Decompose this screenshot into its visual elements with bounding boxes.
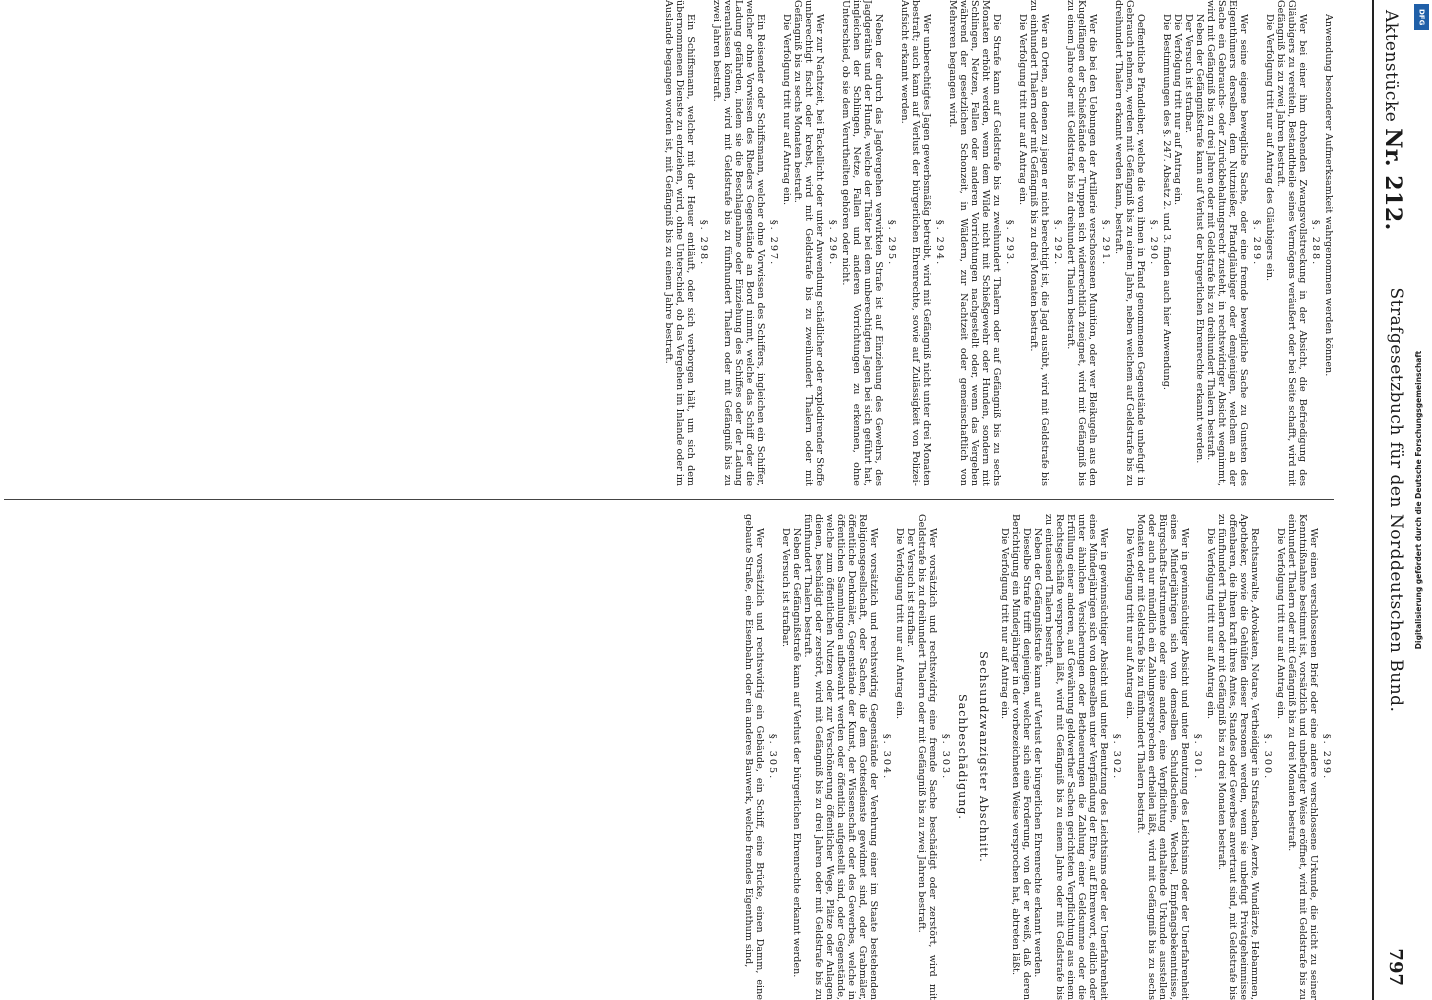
text-column-left bbox=[663, 0, 1334, 486]
paragraph: Der Versuch ist strafbar. bbox=[1183, 14, 1194, 133]
paragraph: Die Verfolgung tritt nur auf Antrag ein. bbox=[781, 14, 792, 206]
paragraph: Die Verfolgung tritt nur auf Antrag ein. bbox=[1205, 528, 1216, 720]
section-number: §. 301. bbox=[1192, 733, 1203, 781]
section-number: §. 289. bbox=[1251, 219, 1262, 267]
paragraph: Wer in gewinnsüchtiger Absicht und unter Benutzung des Leichtsinns oder der Unerfahrenheit eines Minderjährigen sich von demselben unter Verpfändung der Ehre, auf Ehrenwort, eidlich oder unter ähnlichen Versicherungen oder Betheuerungen die Zahlung einer Geldsumme oder die Erfüllung einer anderen, auf Gewährung geldwerther Sachen gerichteten Verpflichtung aus einem Rechtsgeschäfte versprechen läßt, wird mit Gefängniß bis zu einem Jahre oder mit Geldstrafe bis zu eintausend Thalern bestraft. bbox=[1043, 514, 1109, 1000]
paragraph: Die Strafe kann auf Geldstrafe bis zu zweihundert Thalern oder auf Gefängniß bis zu sechs Monaten erhöht werden, wenn dem Wilde nicht mit Schießgewehr oder Hunden, sondern mit Schlingen, Netzen, Fallen oder anderen Vorrichtungen nachgestellt oder, wenn das Vergehen während der gesetzlichen Schonzeit, in Wäldern, zur Nachtzeit oder gemeinschaftlich von Mehreren begangen wird. bbox=[947, 0, 1002, 486]
paragraph: Neben der Gefängnißstrafe kann auf Verlust der bürgerlichen Ehrenrechte erkannt werden. bbox=[791, 528, 802, 978]
paragraph: Der Versuch ist strafbar. bbox=[905, 528, 916, 647]
column-divider bbox=[4, 499, 1334, 500]
paragraph: Wer bei einer ihm drohenden Zwangsvollstreckung in der Absicht, die Befriedigung des Gläubigers zu vereiteln, Bestandtheile seines Vermögens veräußert oder bei Seite schafft, wird mit Gefängniß bis zu zwei Jahren bestraft. bbox=[1275, 0, 1308, 486]
section-number: §. 293. bbox=[1004, 219, 1015, 267]
paragraph: Wer die bei den Uebungen der Artillerie verschossenen Munition, oder wer Bleikugeln aus den Kugelfängen der Schießstände der Truppen sich widerrechtlich zueignet, wird mit Gefängniß bis zu einem Jahre oder mit Geldstrafe bis zu dreihundert Thalern bestraft. bbox=[1065, 0, 1098, 486]
header-rule bbox=[1372, 0, 1374, 1000]
text-column-right bbox=[743, 514, 1334, 1000]
section-number: §. 290. bbox=[1148, 219, 1159, 267]
paragraph: Anwendung besonderer Aufmerksamkeit wahrgenommen werden können. bbox=[1323, 14, 1334, 377]
section-number: §. 303. bbox=[940, 733, 951, 781]
paragraph: Oeffentliche Pfandleiher, welche die von ihnen in Pfand genommenen Gegenstände unbefugt in Gebrauch nehmen, werden mit Gefängniß bis zu einem Jahre, neben welchem auf Geldstrafe bis zu dreihundert Thalern erkannt werden kann, bestraft. bbox=[1113, 0, 1146, 486]
paragraph: Der Versuch ist strafbar. bbox=[780, 528, 791, 647]
page-number: 797 bbox=[1385, 948, 1406, 986]
paragraph: Wer an Orten, an denen zu jagen er nicht berechtigt ist, die Jagd ausübt, wird mit Geldstrafe bis zu einhundert Thalern oder mit Gefängniß bis zu drei Monaten bestraft. bbox=[1028, 0, 1050, 486]
paragraph: Dieselbe Strafe trifft denjenigen, welcher sich eine Forderung, von der er weiß, daß deren Berichtigung ein Minderjähriger in der vorbezeichneten Weise versprochen hat, abtreten läßt. bbox=[1010, 514, 1032, 1000]
section-number: §. 302. bbox=[1111, 733, 1122, 781]
paragraph: Wer zur Nachtzeit, bei Fackellicht oder unter Anwendung schädlicher oder explodirender Stoffe unberechtigt fischt oder krebst, wird mit Geldstrafe bis zu zweihundert Thalern oder mit Gefängniß bis zu sechs Monaten bestraft. bbox=[792, 0, 825, 486]
dfg-logo: DFG bbox=[1414, 4, 1429, 30]
section-number: §. 297. bbox=[768, 219, 779, 267]
section-number: §. 294. bbox=[934, 219, 945, 267]
section-number: §. 304. bbox=[881, 733, 892, 781]
paragraph: Wer vorsätzlich und rechtswidrig eine fremde Sache beschädigt oder zerstört, wird mit Geldstrafe bis zu dreihundert Thalern oder mit Gefängniß bis zu zwei Jahren bestraft. bbox=[916, 514, 938, 1000]
section-heading: Sachbeschädigung. bbox=[956, 694, 969, 820]
paragraph: Wer einen verschlossenen Brief oder eine andere verschlossene Urkunde, die nicht zu seiner Kenntnißnahme bestimmt ist, vorsätzlich und unbefugter Weise eröffnet, wird mit Geldstrafe bis zu einhundert Thalern oder mit Gefängniß bis zu drei Monaten bestraft. bbox=[1286, 514, 1319, 1000]
paragraph: Die Verfolgung tritt nur auf Antrag ein. bbox=[894, 528, 905, 720]
header-title: Strafgesetzbuch für den Norddeutschen Bund. bbox=[1386, 287, 1406, 713]
paragraph: Wer vorsätzlich und rechtswidrig Gegenstände der Verehrung einer im Staate bestehenden Religionsgesellschaft, oder Sachen, die dem Gottesdienste gewidmet sind, oder Grabmäler, öffentliche Denkmäler, Gegenstände der Kunst, der Wissenschaft oder des Gewerbes, welche in öffentlichen Sammlungen aufbewahrt werden oder öffentlich aufgestellt sind, oder Gegenstände, welche zum öffentlichen Nutzen oder zur Verschönerung öffentlicher Wege, Plätze oder Anlagen dienen, beschädigt oder zerstört, wird mit Gefängniß bis zu drei Jahren oder mit Geldstrafe bis zu fünfhundert Thalern bestraft. bbox=[802, 514, 879, 1000]
section-number: §. 298. bbox=[698, 219, 709, 267]
section-number: §. 299. bbox=[1321, 733, 1332, 781]
page-header bbox=[1334, 0, 1412, 1000]
section-number: §. 292. bbox=[1052, 219, 1063, 267]
section-heading: Sechsundzwanzigster Abschnitt. bbox=[977, 651, 990, 863]
paragraph: Die Verfolgung tritt nur auf Antrag des Gläubigers ein. bbox=[1264, 14, 1275, 282]
section-number: §. 305. bbox=[767, 733, 778, 781]
section-number: §. 291. bbox=[1100, 219, 1111, 267]
paragraph: Ein Schiffsmann, welcher mit der Heuer entläuft, oder sich verborgen hält, um sich dem übernommenen Dienste zu entziehen, wird, ohne Unterschied, ob das Vergehen im Inlande oder im Auslande begangen worden ist, mit Gefängniß bis zu einem Jahre bestraft. bbox=[663, 0, 696, 486]
section-number: §. 296. bbox=[827, 219, 838, 267]
paragraph: Neben der durch das Jagdvergehen verwirkten Strafe ist auf Einziehung des Gewehrs, des Jagdgeräths und der Hunde, welche der Thäter bei dem unberechtigten Jagen bei sich geführt hat, ingleichen der Schlingen, Netze, Fallen und anderen Vorrichtungen zu erkennen, ohne Unterschied, ob sie dem Verurtheilten gehören oder nicht. bbox=[840, 0, 884, 486]
digitization-credit: Digitalisierung gefördert durch die Deutsche Forschungsgemeinschaft bbox=[1414, 350, 1423, 650]
section-number: §. 288. bbox=[1310, 219, 1321, 267]
paragraph: Die Verfolgung tritt nur auf Antrag ein. bbox=[1017, 14, 1028, 206]
paragraph: Wer unberechtigtes Jagen gewerbsmäßig betreibt, wird mit Gefängniß nicht unter drei Monaten bestraft; auch kann auf Verlust der bürgerlichen Ehrenrechte, sowie auf Zulässigkeit von Polizei-Aufsicht erkannt werden. bbox=[899, 0, 932, 486]
section-number: §. 300. bbox=[1262, 733, 1273, 781]
paragraph: Rechtsanwalte, Advokaten, Notare, Vertheidiger in Strafsachen, Aerzte, Wundärzte, Hebammen, Apotheker, sowie die Gehülfen dieser Personen werden, wenn sie unbefugt Privatgeheimnisse offenbaren, die ihnen kraft ihres Amtes, Standes oder Gewerbes anvertraut sind, mit Geldstrafe bis zu fünfhundert Thalern oder mit Gefängniß bis zu drei Monaten bestraft. bbox=[1216, 514, 1260, 1000]
section-number: §. 295. bbox=[886, 219, 897, 267]
header-number: Nr. 212. bbox=[1380, 128, 1406, 231]
paragraph: Die Verfolgung tritt nur auf Antrag ein. bbox=[1124, 528, 1135, 720]
paragraph: Die Bestimmungen des §. 247. Absatz 2. und 3. finden auch hier Anwendung. bbox=[1161, 14, 1172, 390]
paragraph: Die Verfolgung tritt nur auf Antrag ein. bbox=[999, 528, 1010, 720]
header-aktenstuecke: Aktenstücke bbox=[1381, 10, 1401, 123]
paragraph: Neben der Gefängnißstrafe kann auf Verlust der bürgerlichen Ehrenrechte erkannt werden. bbox=[1194, 14, 1205, 464]
paragraph: Die Verfolgung tritt nur auf Antrag ein. bbox=[1275, 528, 1286, 720]
paragraph: Ein Reisender oder Schiffsmann, welcher ohne Vorwissen des Schiffers, ingleichen ein Schiffer, welcher ohne Vorwissen des Rheders Gegenstände an Bord nimmt, welche das Schiff oder die Ladung gefährden, indem sie die Beschlagnahme oder Einziehung des Schiffes oder der Ladung veranlassen können, wird mit Geldstrafe bis zu fünfhundert Thalern oder mit Gefängniß bis zu zwei Jahren bestraft. bbox=[711, 0, 766, 486]
paragraph: Wer in gewinnsüchtiger Absicht und unter Benutzung des Leichtsinns oder der Unerfahrenheit eines Minderjährigen sich von demselben Schuldscheine, Wechsel, Empfangsbekenntnisse, Bürgschafts-Instrumente oder eine andere, eine Verpflichtung enthaltende Urkunde ausstellen oder auch nur mündlich ein Zahlungsversprechen ertheilen läßt, wird mit Gefängniß bis zu sechs Monaten oder mit Geldstrafe bis zu fünfhundert Thalern bestraft. bbox=[1135, 514, 1190, 1000]
paragraph: Die Verfolgung tritt nur auf Antrag ein. bbox=[1172, 14, 1183, 206]
paragraph: Wer vorsätzlich und rechtswidrig ein Gebäude, ein Schiff, eine Brücke, einen Damm, eine gebaute Straße, eine Eisenbahn oder ein anderes Bauwerk, welche fremdes Eigenthum sind, bbox=[743, 514, 765, 1000]
paragraph: Neben der Gefängnißstrafe kann auf Verlust der bürgerlichen Ehrenrechte erkannt werden. bbox=[1032, 528, 1043, 978]
paragraph: Wer seine eigene bewegliche Sache, oder eine fremde bewegliche Sache zu Gunsten des Eigenthümers derselben, dem Nutznießer, Pfandgläubiger oder demjenigen, welchem an der Sache ein Gebrauchs- oder Zurückbehaltungsrecht zusteht, in rechtswidriger Absicht wegnimmt, wird mit Gefängniß bis zu drei Jahren oder mit Geldstrafe bis zu dreihundert Thalern bestraft. bbox=[1205, 0, 1249, 486]
